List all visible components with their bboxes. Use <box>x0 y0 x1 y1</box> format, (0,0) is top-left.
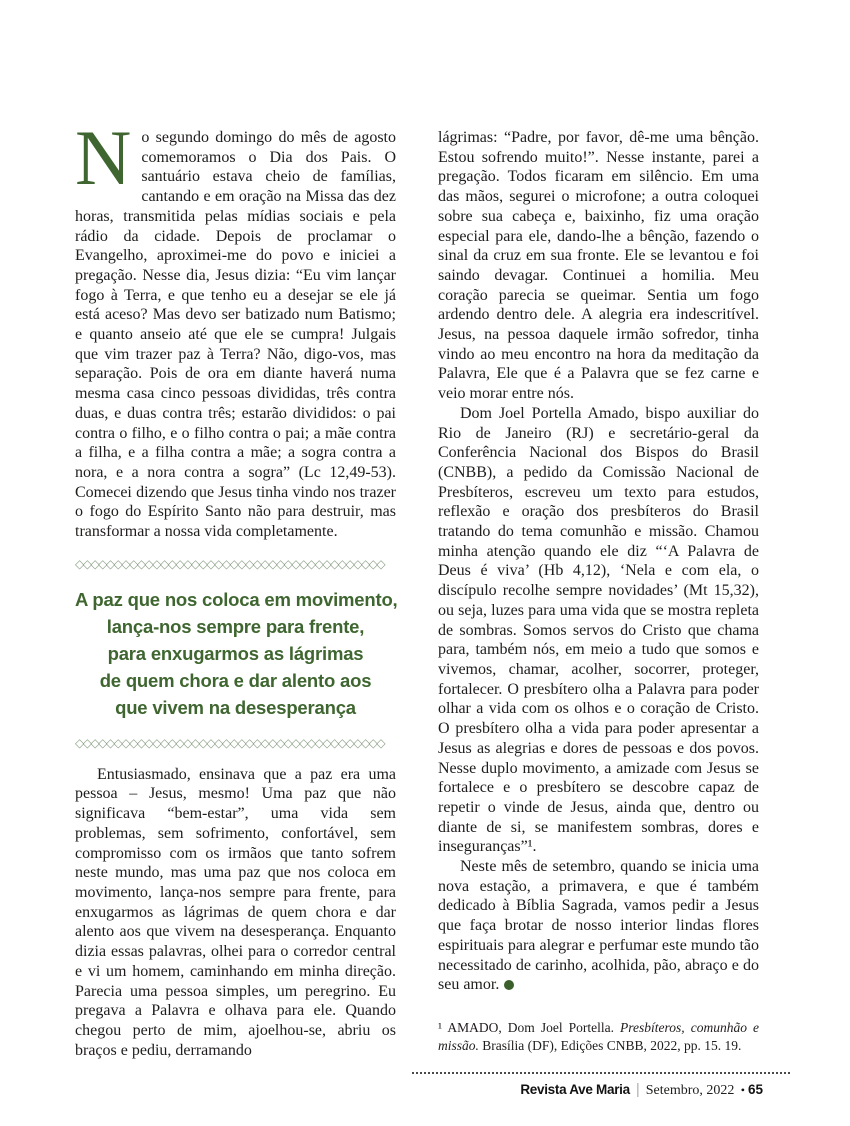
left-column <box>75 114 398 1060</box>
footnote-publication: Brasília (DF), Edições CNBB, 2022, pp. 15. 19. <box>478 1037 742 1053</box>
page-number: 65 <box>747 1082 763 1097</box>
second-paragraph: Entusiasmado, ensinava que a paz era uma pessoa – Jesus, mesmo! Uma paz que não significava “bem-estar”, uma vida sem problemas, sem sofrimento, confortável, sem compromisso com os irmãos que tanto sofrem neste mundo, mas uma paz que nos coloca em movimento, lança-nos sempre para frente, para enxugarmos as lágrimas de quem chora e dar alento aos que vivem na desesperança. Enquanto dizia essas palavras, olhei para o corredor central e vi um homem, caminhando em minha direção. Parecia uma pessoa simples, um peregrino. Eu pregava a Palavra e olhava para ele. Quando chegou perto de mim, ajoelhou-se, abriu os braços e pediu, derramando <box>75 765 396 1059</box>
pull-quote-line: A paz que nos coloca em movimento, <box>75 588 398 610</box>
footer-divider: | <box>635 1081 640 1098</box>
diamond-separator-top: ◇◇◇◇◇◇◇◇◇◇◇◇◇◇◇◇◇◇◇◇◇◇◇◇◇◇◇◇◇◇◇◇◇◇◇◇◇◇◇◇ <box>75 556 385 571</box>
pull-quote-line: para enxugarmos as lágrimas <box>107 642 364 664</box>
diamond-separator-bottom: ◇◇◇◇◇◇◇◇◇◇◇◇◇◇◇◇◇◇◇◇◇◇◇◇◇◇◇◇◇◇◇◇◇◇◇◇◇◇◇◇ <box>75 735 385 750</box>
drop-cap: N <box>75 114 132 201</box>
footer-bullet-icon: • <box>740 1083 745 1097</box>
pull-quote-line: que vivem na desesperança <box>115 696 356 718</box>
page-footer <box>412 1072 790 1099</box>
footnote-author: ¹ AMADO, Dom Joel Portella. <box>438 1019 621 1035</box>
right-column <box>438 128 759 1060</box>
pull-quote <box>75 586 396 721</box>
footnote <box>438 1019 759 1054</box>
footer-dotted-rule <box>412 1072 790 1074</box>
end-of-article-marker-icon <box>504 980 514 990</box>
pull-quote-line: lança-nos sempre para frente, <box>106 615 365 637</box>
closing-paragraph <box>438 857 759 995</box>
opening-paragraph-text: o segundo domingo do mês de agosto comemoramos o Dia dos Pais. O santuário estava cheio de famílias, cantando e em oração na Missa das dez horas, transmitida pelas mídias sociais e pela rádio da cidade. Depois de proclamar o Evangelho, aproximei-me do povo e iniciei a pregação. Nesse dia, Jesus dizia: “Eu vim lançar fogo à Terra, e que tenho eu a desejar se ele já está aceso? Mas devo ser batizado num Batismo; e quanto anseio até que ele se cumpra! Julgais que vim trazer paz à Terra? Não, digo-vos, mas separação. Pois de ora em diante haverá numa mesma casa cinco pessoas divididas, três contra duas, e duas contra três; estarão divididos: o pai contra o filho, e o filho contra o pai; a mãe contra a filha, e a filha contra a mãe; a sogra contra a nora, e a nora contra a sogra” (Lc 12,49-53). Comecei dizendo que Jesus tinha vindo nos trazer o fogo do Espírito Santo não para destruir, mas transformar a nossa vida completamente. <box>75 129 396 541</box>
footnote-title: Presbíteros, comunhão e missão. <box>438 1019 759 1053</box>
opening-paragraph <box>75 114 396 542</box>
pull-quote-line: de quem chora e dar alento aos <box>99 669 372 691</box>
closing-paragraph-text: Neste mês de setembro, quando se inicia uma nova estação, a primavera, e que é também dedicado à Bíblia Sagrada, vamos pedir a Jesus que faça brotar de nosso interior lindas flores espirituais para alegrar e perfumar este mundo tão necessitado de carinho, acolhida, pão, abraço e do seu amor. <box>438 858 759 994</box>
article-body <box>75 114 759 1060</box>
third-paragraph: Dom Joel Portella Amado, bispo auxiliar do Rio de Janeiro (RJ) e secretário-geral da Conferência Nacional dos Bispos do Brasil (CNBB), a pedido da Comissão Nacional de Presbíteros, escreveu um texto para estudos, reflexão e oração dos presbíteros do Brasil tratando do tema comunhão e missão. Chamou minha atenção quando ele diz “‘A Palavra de Deus é viva’ (Hb 4,12), ‘Nela e com ela, o discípulo recolhe sempre novidades’ (Mt 15,32), ou seja, luzes para uma vida que se mostra repleta de sombras. Somos servos do Cristo que chama para, também nós, em meio a tudo que somos e vivemos, chamar, acolher, socorrer, proteger, fortalecer. O presbítero olha a Palavra para poder olhar a vida com os olhos e o coração de Cristo. O presbítero olha a vida para poder apresentar a Jesus as alegrias e dores de pessoas e dos povos. Nesse duplo movimento, a amizade com Jesus se fortalece e o presbítero se descobre capaz de repetir o vinde de Jesus, ainda que, dentro ou diante de si, se manifestem sombras, dores e inseguranças”¹. <box>438 404 759 856</box>
magazine-name: Revista Ave Maria <box>520 1082 630 1097</box>
issue-date: Setembro, 2022 <box>645 1083 735 1098</box>
footer-text <box>412 1081 790 1099</box>
continuation-paragraph: lágrimas: “Padre, por favor, dê-me uma bênção. Estou sofrendo muito!”. Nesse instante, parei a pregação. Todos ficaram em silêncio. Em uma das mãos, segurei o microfone; a outra coloquei sobre sua cabeça e, baixinho, fiz uma oração especial para ele, dando-lhe a bênção, fazendo o sinal da cruz em sua fronte. Ele se levantou e foi saindo devagar. Continuei a homilia. Meu coração parecia se queimar. Sentia um fogo ardendo dentro dele. A alegria era indescritível. Jesus, na pessoa daquele irmão sofredor, tinha vindo ao meu encontro na hora da meditação da Palavra, Ele que é a Palavra que se fez carne e veio morar entre nós. <box>438 129 759 403</box>
